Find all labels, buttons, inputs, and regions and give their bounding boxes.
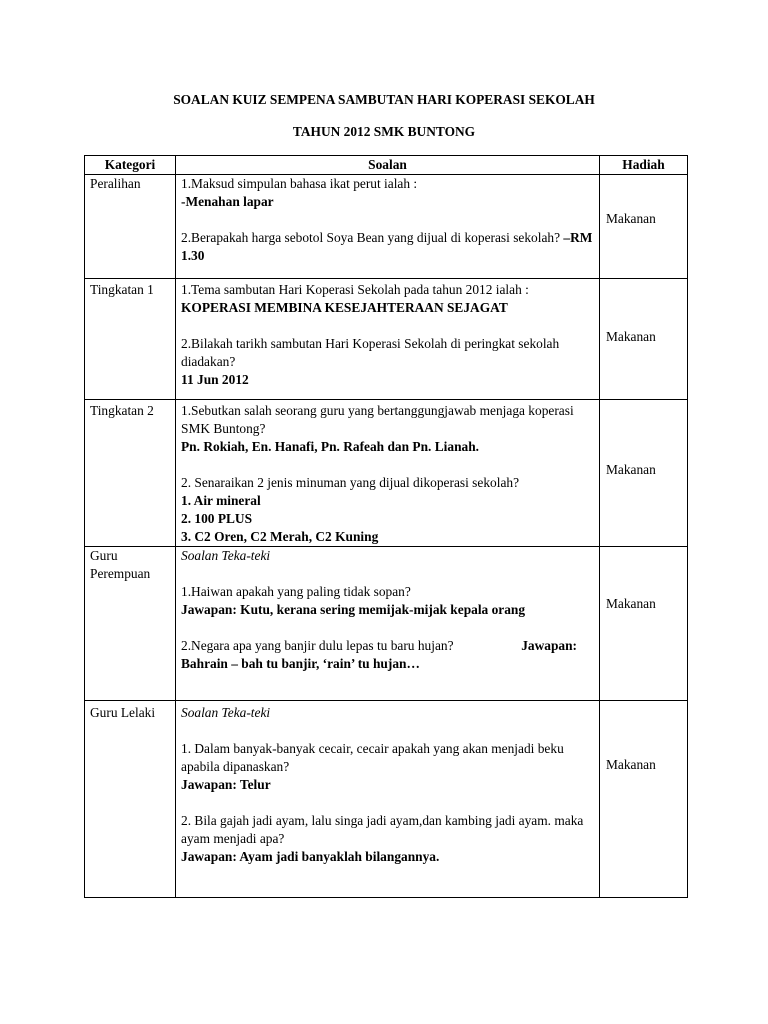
question-cell <box>176 400 600 547</box>
answer-text: 11 Jun 2012 <box>181 372 249 387</box>
question-text: 1.Maksud simpulan bahasa ikat perut ialah : <box>181 176 418 191</box>
table-row <box>85 175 688 279</box>
question-cell <box>176 701 600 898</box>
quiz-table <box>84 155 688 898</box>
prize-cell <box>600 400 688 547</box>
question-text: 2.Negara apa yang banjir dulu lepas tu baru hujan? <box>181 638 454 653</box>
answer-text: Bahrain – bah tu banjir, ‘rain’ tu hujan… <box>181 656 420 671</box>
answer-text: -Menahan lapar <box>181 194 274 209</box>
answer-text: Jawapan: Kutu, kerana sering memijak-mijak kepala orang <box>181 602 526 617</box>
prize-cell <box>600 701 688 898</box>
answer-text: Jawapan: Telur <box>181 777 271 792</box>
answer-item: 3. C2 Oren, C2 Merah, C2 Kuning <box>181 529 379 544</box>
table-header-row <box>85 156 688 175</box>
answer-text: Jawapan: Ayam jadi banyaklah bilangannya. <box>181 849 440 864</box>
answer-text: Pn. Rokiah, En. Hanafi, Pn. Rafeah dan Pn. Lianah. <box>181 439 480 454</box>
table-row <box>85 400 688 547</box>
question-text: 1.Haiwan apakah yang paling tidak sopan? <box>181 584 411 599</box>
question-text: 1.Tema sambutan Hari Koperasi Sekolah pada tahun 2012 ialah : <box>181 282 529 297</box>
document-title: SOALAN KUIZ SEMPENA SAMBUTAN HARI KOPERASI SEKOLAH <box>173 92 595 107</box>
table-row <box>85 547 688 701</box>
answer-item: 2. 100 PLUS <box>181 511 253 526</box>
answer-item: 1. Air mineral <box>181 493 261 508</box>
question-cell <box>176 547 600 701</box>
header-soalan: Soalan <box>176 156 600 175</box>
question-text: 2. Bila gajah jadi ayam, lalu singa jadi ayam,dan kambing jadi ayam. maka ayam menjadi apa? <box>181 813 584 846</box>
section-heading: Soalan Teka-teki <box>181 705 271 720</box>
question-cell <box>176 279 600 400</box>
question-text: 1.Sebutkan salah seorang guru yang bertanggungjawab menjaga koperasi SMK Buntong? <box>181 403 574 436</box>
category-cell: Tingkatan 1 <box>85 279 176 400</box>
question-text: 1. Dalam banyak-banyak cecair, cecair apakah yang akan menjadi beku apabila dipanaskan? <box>181 741 564 774</box>
category-cell: Peralihan <box>85 175 176 279</box>
header-hadiah: Hadiah <box>600 156 688 175</box>
question-cell <box>176 175 600 279</box>
answer-label: Jawapan: <box>521 638 577 653</box>
document-subtitle: TAHUN 2012 SMK BUNTONG <box>292 124 476 139</box>
category-cell: Guru Perempuan <box>85 547 176 701</box>
section-heading: Soalan Teka-teki <box>181 548 271 563</box>
header-kategori: Kategori <box>85 156 176 175</box>
table-row <box>85 279 688 400</box>
prize-text: Makanan <box>606 595 656 611</box>
category-cell: Guru Lelaki <box>85 701 176 898</box>
answer-text: KOPERASI MEMBINA KESEJAHTERAAN SEJAGAT <box>181 300 508 315</box>
prize-text: Makanan <box>606 210 656 226</box>
question-text: 2. Senaraikan 2 jenis minuman yang dijual dikoperasi sekolah? <box>181 475 520 490</box>
prize-cell <box>600 175 688 279</box>
answer-text: –RM 1.30 <box>181 230 593 263</box>
question-text: 2.Berapakah harga sebotol Soya Bean yang dijual di koperasi sekolah? <box>181 230 564 245</box>
prize-cell <box>600 547 688 701</box>
prize-text: Makanan <box>606 329 656 344</box>
table-row <box>85 701 688 898</box>
question-text: 2.Bilakah tarikh sambutan Hari Koperasi Sekolah di peringkat sekolah diadakan? <box>181 336 560 369</box>
prize-text: Makanan <box>606 462 656 477</box>
prize-cell <box>600 279 688 400</box>
category-cell: Tingkatan 2 <box>85 400 176 547</box>
prize-text: Makanan <box>606 757 656 772</box>
